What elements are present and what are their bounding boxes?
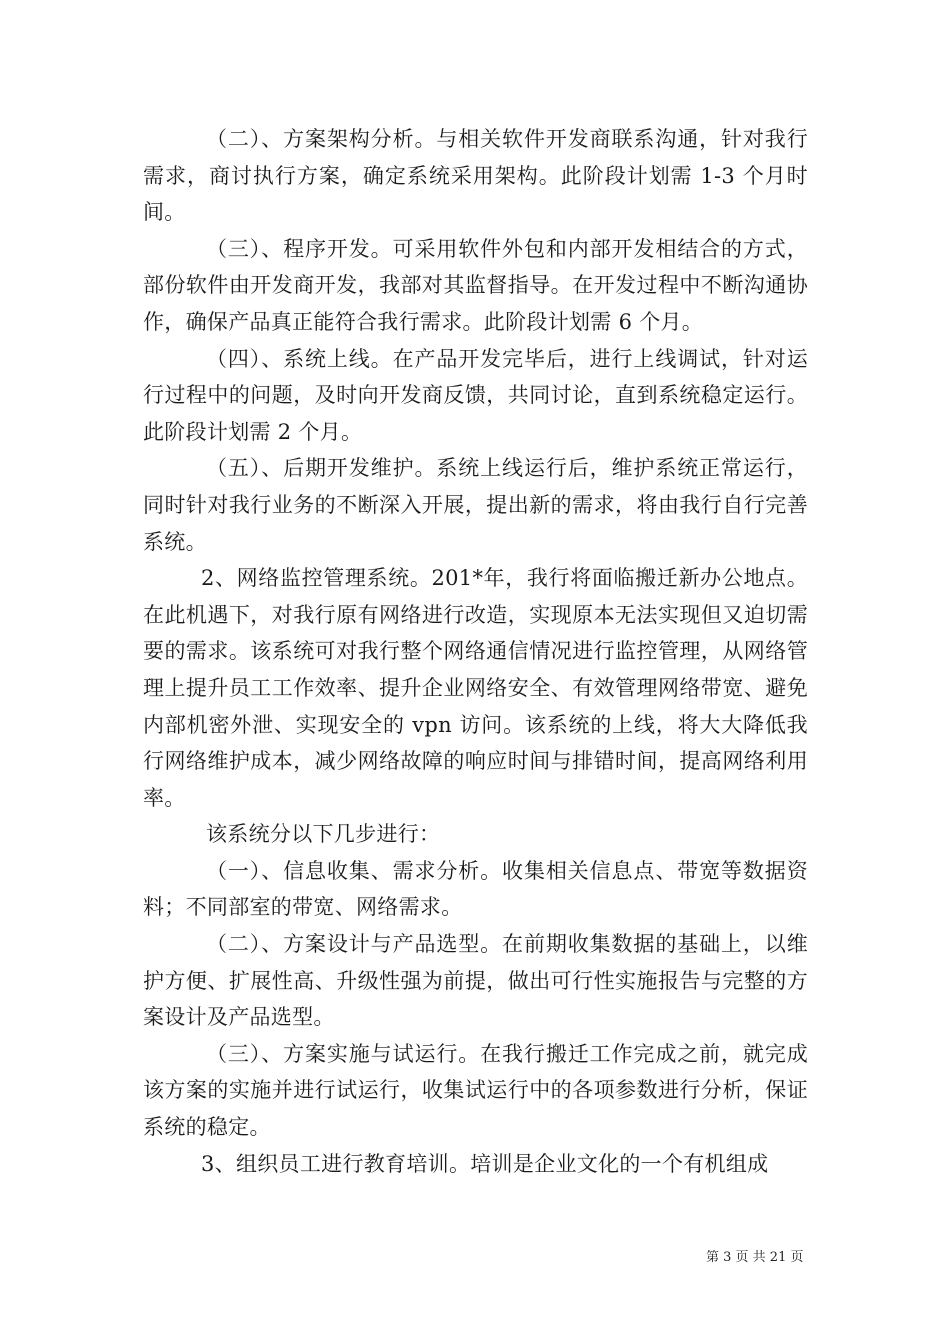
- paragraph-scheme-design: （二）、方案设计与产品选型。在前期收集数据的基础上，以维护方便、扩展性高、升级性强为前提，做出可行性实施报告与完整的方案设计及产品选型。: [143, 932, 808, 1030]
- paragraph-staff-training: 3、组织员工进行教育培训。培训是企业文化的一个有机组成: [201, 1151, 769, 1176]
- paragraph-info-collection: （一）、信息收集、需求分析。收集相关信息点、带宽等数据资料；不同部室的带宽、网络需求。: [143, 858, 808, 920]
- paragraph-network-monitoring: 2、网络监控管理系统。201*年，我行将面临搬迁新办公地点。在此机遇下，对我行原有网络进行改造，实现原本无法实现但又迫切需要的需求。该系统可对我行整个网络通信情况进行监控管理，从网络管理上提升员工工作效率、提升企业网络安全、有效管理网络带宽、避免内部机密外泄、实现安全的 vpn 访问。该系统的上线，将大大降低我行网络维护成本，减少网络故障的响应时间与排错时间，提高网络利用率。: [143, 566, 808, 810]
- paragraph-program-development: （三）、程序开发。可采用软件外包和内部开发相结合的方式，部份软件由开发商开发，我部对其监督指导。在开发过程中不断沟通协作，确保产品真正能符合我行需求。此阶段计划需 6 个月。: [143, 236, 808, 334]
- paragraph-trial-run: （三）、方案实施与试运行。在我行搬迁工作完成之前，就完成该方案的实施并进行试运行，收集试运行中的各项参数进行分析，保证系统的稳定。: [143, 1041, 808, 1140]
- paragraph-maintenance: （五）、后期开发维护。系统上线运行后，维护系统正常运行，同时针对我行业务的不断深入开展，提出新的需求，将由我行自行完善系统。: [143, 456, 808, 554]
- document-body: [143, 121, 808, 1182]
- paragraph-scheme-architecture: （二）、方案架构分析。与相关软件开发商联系沟通，针对我行需求，商讨执行方案，确定系统采用架构。此阶段计划需 1-3 个月时间。: [143, 127, 808, 225]
- paragraph-steps-intro: 该系统分以下几步进行：: [206, 822, 441, 847]
- page-number-footer: 第 3 页 共 21 页: [706, 1250, 804, 1265]
- paragraph-system-launch: （四）、系统上线。在产品开发完毕后，进行上线调试，针对运行过程中的问题，及时向开发商反馈，共同讨论，直到系统稳定运行。此阶段计划需 2 个月。: [143, 346, 808, 444]
